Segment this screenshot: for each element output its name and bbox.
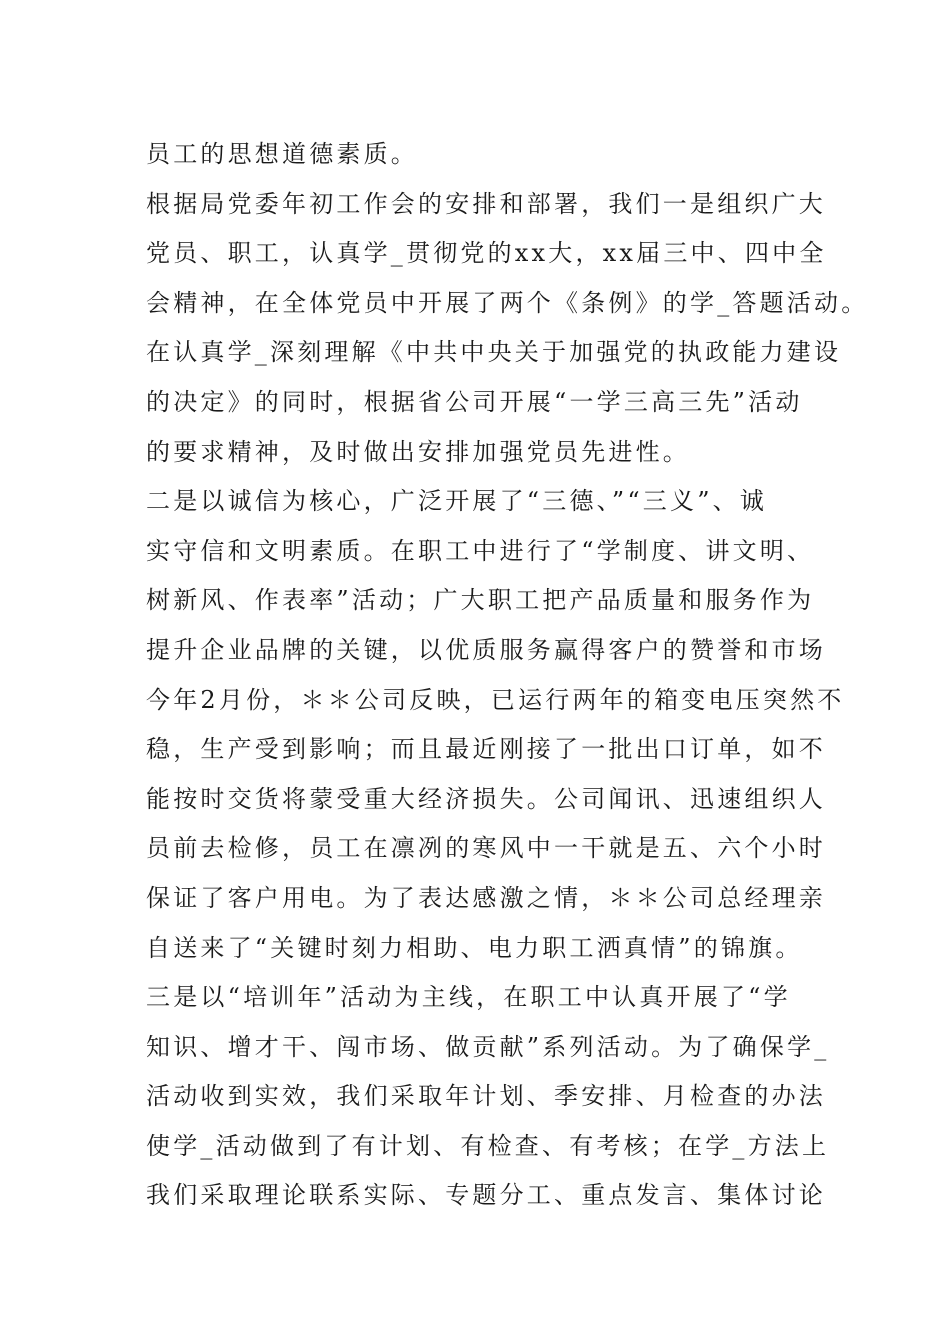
text-line-10: 树新风、作表率”活动；广大职工把产品质量和服务作为 <box>146 586 815 615</box>
text-line-19: 知识、增才干、闯市场、做贡献”系列活动。为了确保学_ <box>146 1032 830 1061</box>
text-line-20: 活动收到实效，我们采取年计划、季安排、月检查的办法 <box>146 1082 826 1111</box>
text-line-12: 今年2月份，＊＊公司反映，已运行两年的箱变电压突然不 <box>146 685 845 714</box>
text-line-6: 的决定》的同时，根据省公司开展“一学三高三先”活动 <box>146 387 803 416</box>
text-line-15: 员前去检修，员工在凛冽的寒风中一干就是五、六个小时 <box>146 834 826 863</box>
body-text <box>146 130 869 1221</box>
text-line-21: 使学_活动做到了有计划、有检查、有考核；在学_方法上 <box>146 1131 830 1160</box>
text-line-11: 提升企业品牌的关键，以优质服务赢得客户的赞誉和市场 <box>146 635 826 664</box>
text-line-16: 保证了客户用电。为了表达感激之情，＊＊公司总经理亲 <box>146 883 826 912</box>
text-line-5: 在认真学_深刻理解《中共中央关于加强党的执政能力建设 <box>146 338 842 367</box>
text-line-4: 会精神，在全体党员中开展了两个《条例》的学_答题活动。 <box>146 288 869 317</box>
text-line-17: 自送来了“关键时刻力相助、电力职工洒真情”的锦旗。 <box>146 933 803 962</box>
text-line-13: 稳，生产受到影响；而且最近刚接了一批出口订单，如不 <box>146 735 826 764</box>
text-line-3: 党员、职工，认真学_贯彻党的xx大，xx届三中、四中全 <box>146 239 827 268</box>
text-line-1: 员工的思想道德素质。 <box>146 140 418 168</box>
text-line-7: 的要求精神，及时做出安排加强党员先进性。 <box>146 437 690 466</box>
text-line-22: 我们采取理论联系实际、专题分工、重点发言、集体讨论 <box>146 1181 826 1210</box>
text-line-8: 二是以诚信为核心，广泛开展了“三德、”“三义”、诚 <box>146 487 768 516</box>
text-line-2: 根据局党委年初工作会的安排和部署，我们一是组织广大 <box>146 189 826 218</box>
text-line-9: 实守信和文明素质。在职工中进行了“学制度、讲文明、 <box>146 536 815 565</box>
text-line-14: 能按时交货将蒙受重大经济损失。公司闻讯、迅速组织人 <box>146 784 826 813</box>
text-line-18: 三是以“培训年”活动为主线，在职工中认真开展了“学 <box>146 983 791 1012</box>
